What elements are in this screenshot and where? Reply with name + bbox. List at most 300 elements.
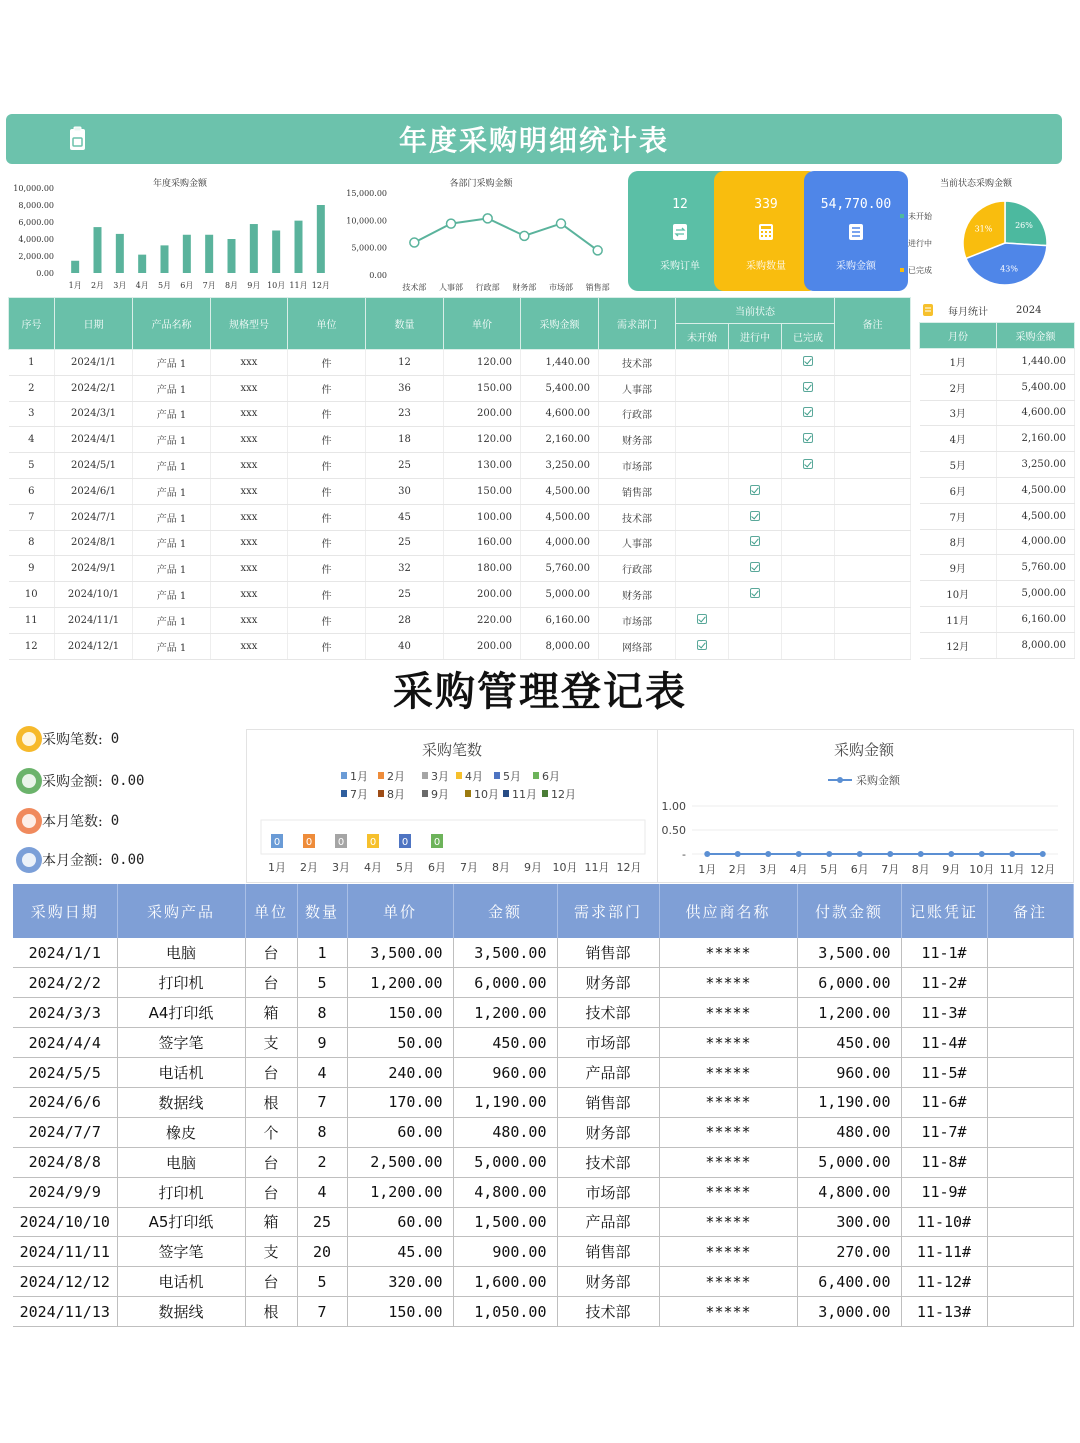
doc-icon: [16, 726, 42, 752]
table-cell: 市场部: [557, 1177, 659, 1207]
bar-value-label: 0: [433, 837, 441, 848]
table-cell: 销售部: [557, 1237, 659, 1267]
header-month-amount: 采购金额: [997, 323, 1075, 349]
x-tick-label: 4月: [364, 861, 382, 874]
header-status: 当前状态: [676, 298, 835, 324]
x-tick-label: 人事部: [439, 283, 463, 292]
table-row: [920, 374, 1075, 400]
table-cell: [987, 968, 1073, 998]
table-cell: 11-5#: [901, 1058, 987, 1088]
table-cell: 170.00: [347, 1087, 453, 1117]
table-cell: 电脑: [117, 938, 245, 968]
chart-title: 采购笔数: [421, 741, 483, 759]
table-cell: 4,000.00: [521, 530, 599, 556]
table-cell: *****: [659, 1237, 797, 1267]
status-cell: [676, 633, 729, 659]
table-cell: 2024/9/9: [13, 1177, 117, 1207]
note-cell: [835, 582, 911, 608]
table-row: [13, 1058, 1073, 1088]
point: [593, 246, 602, 255]
table-cell: 电话机: [117, 1267, 245, 1297]
table-row: [920, 529, 1075, 555]
bar: [116, 234, 124, 273]
table-cell: 电话机: [117, 1058, 245, 1088]
table-cell: 电脑: [117, 1147, 245, 1177]
table-cell: 1,200.00: [347, 1177, 453, 1207]
month-cell: 4月: [920, 426, 997, 452]
table-cell: 2: [297, 1147, 347, 1177]
y-tick-label: 0.50: [661, 824, 686, 837]
table-cell: 市场部: [557, 1028, 659, 1058]
target-icon: [16, 808, 42, 834]
table-cell: *****: [659, 1087, 797, 1117]
checkbox-checked-icon[interactable]: [803, 382, 813, 392]
x-tick-label: 4月: [135, 281, 149, 290]
table-cell: 4,800.00: [797, 1177, 901, 1207]
table-cell: 件: [288, 582, 366, 608]
month-cell: 12月: [920, 632, 997, 658]
chart-title: 年度采购金额: [152, 179, 208, 189]
amount-cell: 4,600.00: [997, 400, 1075, 426]
table-cell: 200.00: [444, 633, 521, 659]
table-cell: 7: [297, 1297, 347, 1327]
table-cell: [987, 1058, 1073, 1088]
header-in-progress: 进行中: [729, 324, 782, 350]
monthly-table: [919, 322, 1075, 659]
table-cell: 箱: [245, 998, 297, 1028]
status-cell: [676, 607, 729, 633]
table-cell: *****: [659, 1177, 797, 1207]
checkbox-checked-icon[interactable]: [750, 485, 760, 495]
table-cell: [987, 1207, 1073, 1237]
checkbox-checked-icon[interactable]: [803, 407, 813, 417]
x-tick-label: 1月: [68, 281, 82, 290]
checkbox-checked-icon[interactable]: [750, 511, 760, 521]
legend-label: 未开始: [908, 212, 932, 221]
table-cell: xxx: [211, 350, 288, 376]
table-cell: 行政部: [599, 556, 676, 582]
table-cell: *****: [659, 1028, 797, 1058]
header-spec: 规格型号: [211, 298, 288, 350]
status-cell: [782, 556, 835, 582]
table-cell: 2024/4/1: [55, 427, 133, 453]
table-cell: 4,800.00: [453, 1177, 557, 1207]
legend-label: 进行中: [908, 239, 932, 248]
checkbox-checked-icon[interactable]: [803, 433, 813, 443]
table-cell: 2,500.00: [347, 1147, 453, 1177]
table-cell: 销售部: [599, 478, 676, 504]
y-tick-label: -: [682, 848, 686, 861]
table-cell: 件: [288, 375, 366, 401]
table-row: [920, 606, 1075, 632]
table-cell: 45.00: [347, 1237, 453, 1267]
table-cell: 5,000.00: [453, 1147, 557, 1177]
column-header: 单位: [245, 884, 297, 938]
table-cell: 网络部: [599, 633, 676, 659]
table-row: [9, 582, 911, 608]
column-header: 供应商名称: [659, 884, 797, 938]
y-tick-label: 10,000.00: [346, 216, 387, 226]
table-cell: 1,440.00: [521, 350, 599, 376]
status-cell: [676, 556, 729, 582]
table-row: [920, 452, 1075, 478]
table-cell: 200.00: [444, 401, 521, 427]
table-cell: 180.00: [444, 556, 521, 582]
column-header: 金额: [453, 884, 557, 938]
table-cell: 销售部: [557, 938, 659, 968]
y-tick-label: 1.00: [661, 800, 686, 813]
table-cell: 2024/6/1: [55, 478, 133, 504]
table-cell: 8,000.00: [521, 633, 599, 659]
table-cell: 2024/12/12: [13, 1267, 117, 1297]
table-row: [920, 581, 1075, 607]
table-cell: 2024/7/7: [13, 1117, 117, 1147]
y-tick-label: 6,000.00: [18, 218, 54, 227]
table-row: [13, 938, 1073, 968]
table-cell: 2024/2/1: [55, 375, 133, 401]
bar: [205, 235, 213, 273]
table-cell: 件: [288, 530, 366, 556]
amount-cell: 5,000.00: [997, 581, 1075, 607]
table-cell: 2,160.00: [521, 427, 599, 453]
chart-up-icon: [16, 847, 42, 873]
table-cell: 160.00: [444, 530, 521, 556]
table-cell: 4: [9, 427, 55, 453]
annual-amount-chart: [8, 172, 338, 294]
table-row: [920, 555, 1075, 581]
header-product: 产品名称: [133, 298, 211, 350]
month-cell: 1月: [920, 349, 997, 375]
table-cell: 件: [288, 633, 366, 659]
swap-doc-icon: [672, 223, 688, 241]
table-cell: *****: [659, 1207, 797, 1237]
table-cell: 50.00: [347, 1028, 453, 1058]
x-tick-label: 9月: [247, 281, 261, 290]
table-cell: 4,500.00: [521, 478, 599, 504]
point: [979, 851, 985, 857]
table-cell: 200.00: [444, 582, 521, 608]
bar: [295, 221, 303, 273]
table-cell: 11-11#: [901, 1237, 987, 1267]
column-header: 付款金额: [797, 884, 901, 938]
bar-value-label: 0: [305, 837, 313, 848]
table-cell: 300.00: [797, 1207, 901, 1237]
kpi-value: 339: [754, 197, 778, 212]
stat-label: 采购金额:: [42, 774, 103, 790]
bar: [138, 255, 146, 273]
table-cell: [987, 1117, 1073, 1147]
table-cell: 1,200.00: [453, 998, 557, 1028]
table-cell: 4,600.00: [521, 401, 599, 427]
table-cell: 11: [9, 607, 55, 633]
table-cell: 11-4#: [901, 1028, 987, 1058]
legend-marker: [837, 777, 843, 783]
table-cell: 6,400.00: [797, 1267, 901, 1297]
kpi-card: [714, 171, 818, 291]
month-cell: 5月: [920, 452, 997, 478]
table-cell: 150.00: [347, 998, 453, 1028]
status-pie-chart: [898, 172, 1058, 294]
table-cell: 480.00: [797, 1117, 901, 1147]
point: [765, 851, 771, 857]
clipboard-icon: [62, 124, 92, 154]
table-cell: 1,200.00: [347, 968, 453, 998]
status-cell: [676, 530, 729, 556]
table-cell: 150.00: [444, 375, 521, 401]
table-cell: xxx: [211, 556, 288, 582]
x-tick-label: 行政部: [475, 283, 500, 292]
table-row: [9, 478, 911, 504]
table-cell: 2: [9, 375, 55, 401]
table-cell: 11-10#: [901, 1207, 987, 1237]
x-tick-label: 2月: [728, 863, 747, 876]
x-tick-label: 8月: [492, 861, 510, 874]
checkbox-checked-icon[interactable]: [697, 614, 707, 624]
table-cell: *****: [659, 1058, 797, 1088]
table-cell: 320.00: [347, 1267, 453, 1297]
stat-label: 本月笔数:: [42, 814, 103, 830]
table-cell: 台: [245, 968, 297, 998]
x-tick-label: 销售部: [585, 283, 610, 292]
status-cell: [729, 401, 782, 427]
table-row: [13, 1117, 1073, 1147]
table-cell: 2024/12/1: [55, 633, 133, 659]
amount-cell: 8,000.00: [997, 632, 1075, 658]
table-cell: 2024/11/13: [13, 1297, 117, 1327]
table-cell: 3,500.00: [797, 938, 901, 968]
table-cell: 11-2#: [901, 968, 987, 998]
legend-swatch: [900, 241, 904, 245]
note-cell: [835, 556, 911, 582]
kpi-value: 54,770.00: [820, 197, 892, 212]
status-cell: [676, 350, 729, 376]
table-cell: 23: [366, 401, 444, 427]
status-cell: [676, 375, 729, 401]
x-tick-label: 3月: [113, 281, 127, 290]
x-tick-label: 11月: [584, 861, 610, 874]
table-cell: 产品 1: [133, 350, 211, 376]
checkbox-checked-icon[interactable]: [803, 356, 813, 366]
x-tick-label: 11月: [289, 281, 308, 290]
stat-value: 0.00: [110, 852, 145, 868]
status-cell: [729, 530, 782, 556]
table-cell: 签字笔: [117, 1028, 245, 1058]
legend-label: 7月: [350, 788, 368, 801]
table-cell: *****: [659, 1147, 797, 1177]
legend-label: 已完成: [908, 266, 932, 275]
table-cell: 2024/8/8: [13, 1147, 117, 1177]
table-cell: 2024/9/1: [55, 556, 133, 582]
table-cell: 台: [245, 1267, 297, 1297]
month-cell: 11月: [920, 606, 997, 632]
y-tick-label: 10,000.00: [13, 184, 54, 193]
checkbox-checked-icon[interactable]: [750, 562, 760, 572]
table-cell: 960.00: [453, 1058, 557, 1088]
table-cell: xxx: [211, 633, 288, 659]
status-cell: [729, 350, 782, 376]
checkbox-checked-icon[interactable]: [750, 536, 760, 546]
header-month: 月份: [920, 323, 997, 349]
stat-value: 0: [110, 731, 120, 747]
table-row: [9, 350, 911, 376]
table-cell: 25: [366, 530, 444, 556]
table-cell: 7: [297, 1087, 347, 1117]
table-cell: 12: [366, 350, 444, 376]
amount-cell: 4,000.00: [997, 529, 1075, 555]
point: [1009, 851, 1015, 857]
x-tick-label: 技术部: [402, 283, 427, 292]
table-cell: 1: [297, 938, 347, 968]
x-tick-label: 5月: [820, 863, 839, 876]
status-cell: [729, 478, 782, 504]
table-cell: 3,500.00: [453, 938, 557, 968]
chart-title: 各部门采购金额: [449, 179, 513, 189]
checkbox-checked-icon[interactable]: [750, 588, 760, 598]
header-dept: 需求部门: [599, 298, 676, 350]
kpi-label: 采购金额: [836, 261, 876, 272]
table-row: [13, 1207, 1073, 1237]
table-row: [9, 401, 911, 427]
amount-cell: 5,400.00: [997, 374, 1075, 400]
slice-label: 26%: [1015, 221, 1033, 231]
header-unit: 单位: [288, 298, 366, 350]
table-cell: xxx: [211, 478, 288, 504]
table-cell: 11-1#: [901, 938, 987, 968]
status-cell: [676, 401, 729, 427]
register-charts: [246, 729, 1074, 883]
table-cell: 1,190.00: [453, 1087, 557, 1117]
month-cell: 3月: [920, 400, 997, 426]
table-cell: A4打印纸: [117, 998, 245, 1028]
legend-label: 4月: [465, 770, 483, 783]
table-cell: 箱: [245, 1207, 297, 1237]
table-cell: *****: [659, 968, 797, 998]
note-cell: [835, 530, 911, 556]
table-cell: 5,000.00: [797, 1147, 901, 1177]
table-cell: 1: [9, 350, 55, 376]
table-cell: 技术部: [557, 998, 659, 1028]
table-cell: 财务部: [557, 1117, 659, 1147]
point: [483, 214, 492, 223]
legend-label: 10月: [474, 788, 499, 801]
slice-label: 43%: [1000, 264, 1018, 274]
table-cell: 2024/5/5: [13, 1058, 117, 1088]
table-cell: 1,190.00: [797, 1087, 901, 1117]
month-cell: 10月: [920, 581, 997, 607]
table-cell: 2024/10/1: [55, 582, 133, 608]
table-cell: 2024/10/10: [13, 1207, 117, 1237]
chart-title: 采购金额: [833, 741, 895, 759]
chart-title: 当前状态采购金额: [939, 179, 1013, 189]
table-cell: 件: [288, 427, 366, 453]
chart-icon: [16, 768, 42, 794]
x-tick-label: 6月: [850, 863, 869, 876]
table-row: [13, 1087, 1073, 1117]
x-tick-label: 6月: [180, 281, 194, 290]
note-cell: [835, 401, 911, 427]
stat-item: [16, 847, 144, 873]
bar: [161, 245, 169, 273]
legend-label: 5月: [503, 770, 521, 783]
table-cell: 25: [297, 1207, 347, 1237]
table-cell: 18: [366, 427, 444, 453]
header-price: 单价: [444, 298, 521, 350]
month-cell: 7月: [920, 503, 997, 529]
column-header: 数量: [297, 884, 347, 938]
legend-swatch: [378, 790, 384, 797]
legend-swatch: [422, 790, 428, 797]
table-cell: 财务部: [557, 968, 659, 998]
table-cell: 产品 1: [133, 556, 211, 582]
point: [948, 851, 954, 857]
x-tick-label: 12月: [1030, 863, 1056, 876]
status-cell: [729, 582, 782, 608]
bar: [250, 224, 258, 273]
checkbox-checked-icon[interactable]: [803, 459, 813, 469]
amount-cell: 6,160.00: [997, 606, 1075, 632]
table-cell: 4,500.00: [521, 504, 599, 530]
y-tick-label: 8,000.00: [18, 201, 54, 210]
legend-label: 8月: [387, 788, 405, 801]
status-cell: [782, 582, 835, 608]
count-chart: [247, 730, 657, 882]
status-cell: [782, 453, 835, 479]
status-cell: [676, 582, 729, 608]
table-cell: 7: [9, 504, 55, 530]
table-cell: 市场部: [599, 453, 676, 479]
table-cell: 25: [366, 453, 444, 479]
table-cell: [987, 1267, 1073, 1297]
table-cell: xxx: [211, 530, 288, 556]
header-seq: 序号: [9, 298, 55, 350]
stat-label: 本月金额:: [42, 853, 103, 869]
bar: [317, 205, 325, 273]
kpi-value: 12: [672, 197, 688, 212]
table-cell: 270.00: [797, 1237, 901, 1267]
table-cell: 10: [9, 582, 55, 608]
status-cell: [729, 504, 782, 530]
table-cell: [987, 1147, 1073, 1177]
table-cell: 件: [288, 607, 366, 633]
table-cell: 2024/11/1: [55, 607, 133, 633]
table-cell: 人事部: [599, 530, 676, 556]
note-cell: [835, 427, 911, 453]
table-cell: 产品 1: [133, 607, 211, 633]
table-cell: 技术部: [599, 350, 676, 376]
table-cell: 台: [245, 1147, 297, 1177]
amount-cell: 2,160.00: [997, 426, 1075, 452]
column-header: 备注: [987, 884, 1073, 938]
y-tick-label: 0.00: [369, 271, 387, 280]
checkbox-checked-icon[interactable]: [697, 640, 707, 650]
table-cell: 件: [288, 453, 366, 479]
table-cell: 财务部: [599, 582, 676, 608]
legend-swatch: [456, 772, 462, 779]
legend-swatch: [494, 772, 500, 779]
point: [447, 219, 456, 228]
x-tick-label: 12月: [311, 281, 330, 290]
table-cell: 产品部: [557, 1207, 659, 1237]
amount-cell: 4,500.00: [997, 503, 1075, 529]
table-cell: 6,160.00: [521, 607, 599, 633]
series-line: [414, 218, 597, 250]
plot-area: [261, 820, 645, 854]
x-tick-label: 9月: [942, 863, 961, 876]
slice-label: 31%: [974, 224, 993, 234]
table-cell: 450.00: [453, 1028, 557, 1058]
table-cell: 件: [288, 401, 366, 427]
table-cell: 财务部: [599, 427, 676, 453]
